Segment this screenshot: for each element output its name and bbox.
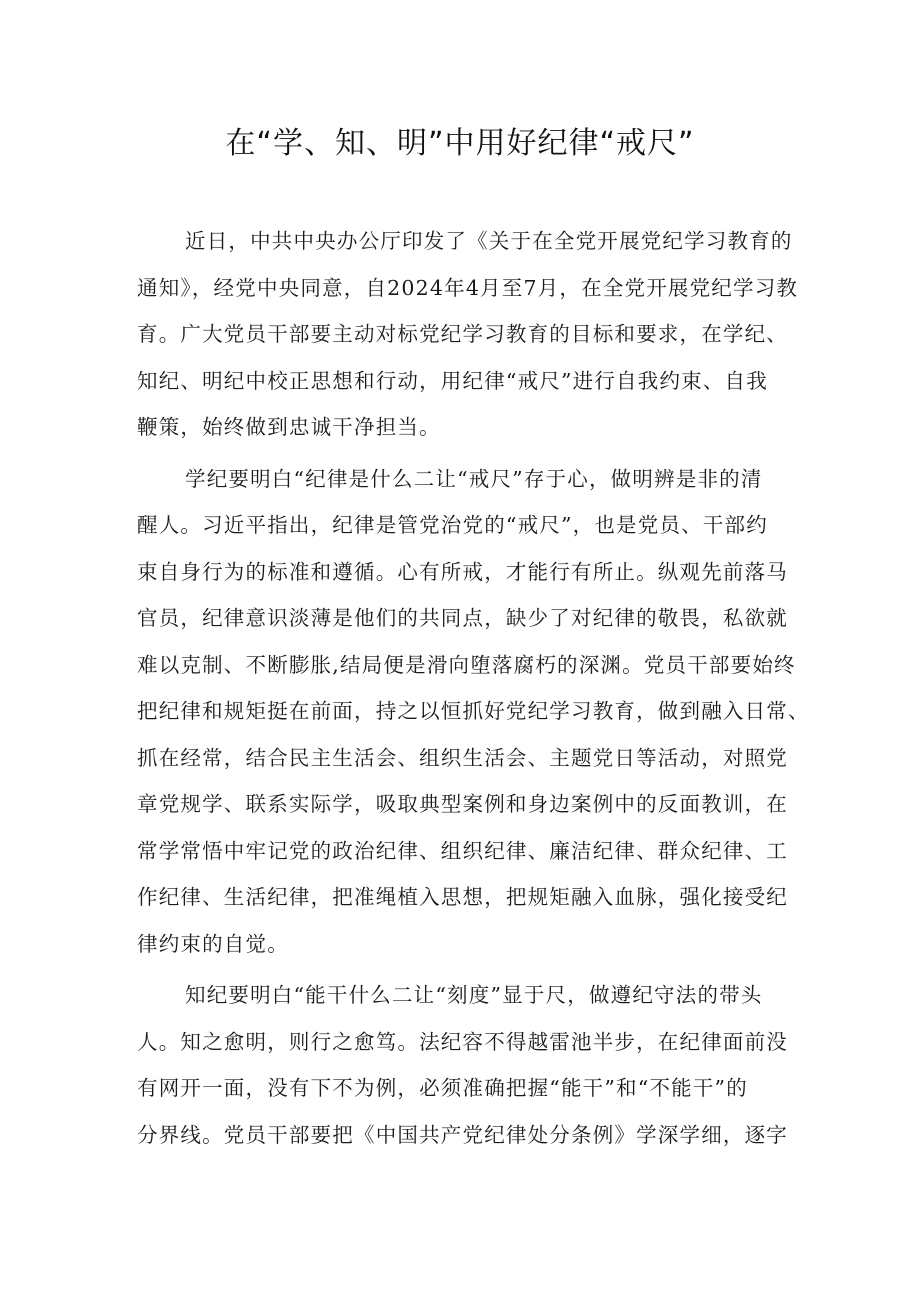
document-title: 在“学、知、明”中用好纪律“戒尺”: [225, 126, 695, 161]
paragraph-line: 束自身行为的标准和遵循。心有所戒，才能行有所止。纵观先前落马: [137, 559, 788, 584]
paragraph-1: [137, 218, 799, 451]
paragraph-line: 章党规学、联系实际学，吸取典型案例和身边案例中的反面教训，在: [137, 792, 788, 816]
paragraph-line: 常学常悟中牢记党的政治纪律、组织纪律、廉洁纪律、群众纪律、工: [137, 838, 788, 863]
paragraph-line: 把纪律和规矩挺在前面，持之以恒抓好党纪学习教育，做到融入日常、: [137, 699, 810, 723]
paragraph-3: [137, 972, 792, 1158]
paragraph-line: 人。知之愈明，则行之愈笃。法纪容不得越雷池半步，在纪律面前没: [137, 1029, 788, 1054]
paragraph-line: 育。广大党员干部要主动对标党纪学习教育的目标和要求，在学纪、: [137, 322, 788, 346]
paragraph-line: 知纪要明白“能干什么二让“刻度”显于尺，做遵纪守法的带头: [185, 983, 763, 1007]
paragraph-line: 通知》，经党中央同意，自2024年4月至7月，在全党开展党纪学习教: [137, 275, 799, 300]
paragraph-line: 难以克制、不断膨胀,结局便是滑向堕落腐朽的深渊。党员干部要始终: [137, 652, 796, 677]
paragraph-line: 醒人。习近平指出，纪律是管党治党的“戒尺”，也是党员、干部约: [137, 513, 768, 537]
paragraph-line: 抓在经常，结合民主生活会、组织生活会、主题党日等活动，对照党: [137, 745, 788, 770]
paragraph-line: 官员，纪律意识淡薄是他们的共同点，缺少了对纪律的敬畏，私欲就: [137, 606, 788, 630]
paragraph-line: 鞭策，始终做到忠诚干净担当。: [137, 415, 441, 439]
document-body: [137, 218, 810, 1163]
paragraph-line: 作纪律、生活纪律，把准绳植入思想，把规矩融入血脉，强化接受纪: [137, 885, 788, 909]
paragraph-line: 近日，中共中央办公厅印发了《关于在全党开展党纪学习教育的: [185, 229, 793, 253]
paragraph-line: 分界线。党员干部要把《中国共产党纪律处分条例》学深学细，逐字: [137, 1122, 788, 1147]
paragraph-line: 有网开一面，没有下不为例，必须准确把握“能干”和“不能干”的: [137, 1076, 748, 1100]
paragraph-line: 学纪要明白“纪律是什么二让“戒尺”存于心，做明辨是非的清: [185, 466, 763, 491]
paragraph-line: 律约束的自觉。: [137, 931, 289, 956]
paragraph-2: [137, 456, 810, 968]
paragraph-line: 知纪、明纪中校正思想和行动，用纪律“戒尺”进行自我约束、自我: [137, 368, 768, 393]
